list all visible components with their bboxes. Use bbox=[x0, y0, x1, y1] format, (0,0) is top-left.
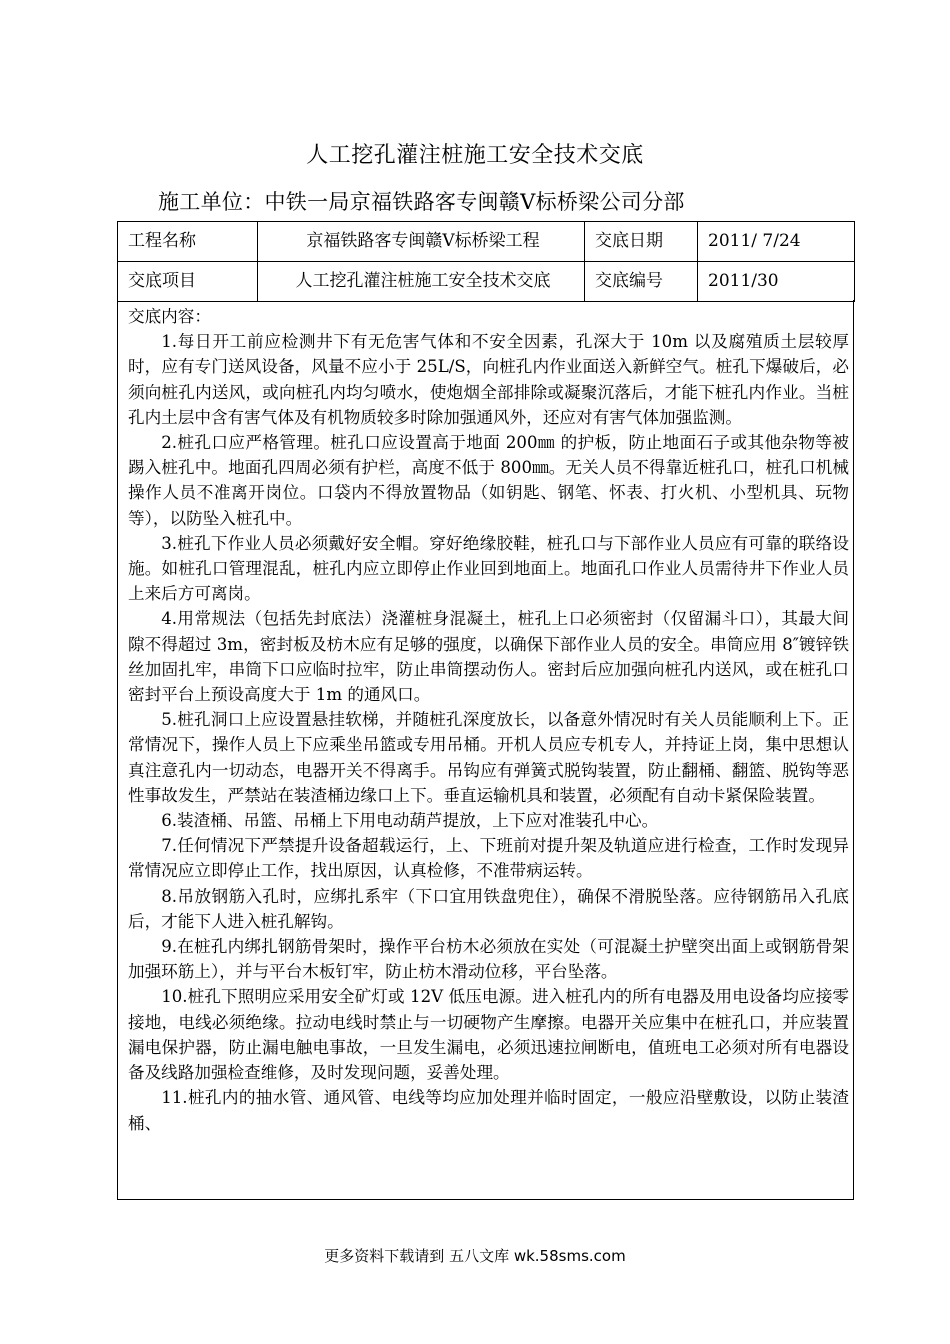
date-label: 交底日期 bbox=[585, 222, 698, 262]
info-table bbox=[117, 221, 855, 302]
content-section bbox=[117, 300, 854, 1200]
content-label: 交底内容： bbox=[128, 307, 211, 326]
item-value: 人工挖孔灌注桩施工安全技术交底 bbox=[258, 262, 585, 302]
project-name-value: 京福铁路客专闽赣Ⅴ标桥梁工程 bbox=[258, 222, 585, 262]
paragraph: 5.桩孔洞口上应设置悬挂软梯，并随桩孔深度放长，以备意外情况时有关人员能顺利上下。正常情况下，操作人员上下应乘坐吊篮或专用吊桶。开机人员应专机专人，并持证上岗，集中思想认真注意孔内一切动态，电器开关不得离手。吊钩应有弹簧式脱钩装置，防止翻桶、翻篮、脱钩等恶性事故发生，严禁站在装渣桶边缘口上下。垂直运输机具和装置，必须配有自动卡紧保险装置。 bbox=[128, 710, 849, 805]
paragraph: 7.任何情况下严禁提升设备超载运行，上、下班前对提升架及轨道应进行检查，工作时发现异常情况应立即停止工作，找出原因，认真检修，不准带病运转。 bbox=[128, 836, 849, 881]
paragraph: 4.用常规法（包括先封底法）浇灌桩身混凝土，桩孔上口必须密封（仅留漏斗口），其最大间隙不得超过 3m，密封板及枋木应有足够的强度，以确保下部作业人员的安全。串筒应用 8″镀锌铁丝加固扎牢，串筒下口应临时拉牢，防止串筒摆动伤人。密封后应加强向桩孔内送风，或在桩孔口密封平台上预设高度大于 1m 的通风口。 bbox=[128, 609, 849, 705]
paragraph: 11.桩孔内的抽水管、通风管、电线等均应加处理并临时固定，一般应沿壁敷设，以防止装渣桶、 bbox=[128, 1088, 849, 1133]
number-value: 2011/30 bbox=[698, 262, 855, 302]
document-title: 人工挖孔灌注桩施工安全技术交底 bbox=[306, 143, 644, 168]
paragraph: 3.桩孔下作业人员必须戴好安全帽。穿好绝缘胶鞋，桩孔口与下部作业人员应有可靠的联络设施。如桩孔口管理混乱，桩孔内应立即停止作业回到地面上。地面孔口作业人员需待井下作业人员上来后方可离岗。 bbox=[128, 533, 849, 604]
construction-unit: 施工单位：中铁一局京福铁路客专闽赣Ⅴ标桥梁公司分部 bbox=[158, 190, 685, 214]
paragraph: 8.吊放钢筋入孔时，应绑扎系牢（下口宜用铁盘兜住），确保不滑脱坠落。应待钢筋吊入孔底后，才能下人进入桩孔解钩。 bbox=[128, 886, 849, 931]
paragraph: 6.装渣桶、吊篮、吊桶上下用电动葫芦提放，上下应对准装孔中心。 bbox=[161, 811, 659, 831]
paragraph: 9.在桩孔内绑扎钢筋骨架时，操作平台枋木必须放在实处（可混凝土护壁突出面上或钢筋骨架加强环筋上），并与平台木板钉牢，防止枋木滑动位移，平台坠落。 bbox=[128, 937, 849, 982]
date-value: 2011/ 7/24 bbox=[698, 222, 855, 262]
item-label: 交底项目 bbox=[118, 262, 258, 302]
table-row bbox=[118, 262, 855, 302]
paragraph: 2.桩孔口应严格管理。桩孔口应设置高于地面 200㎜ 的护板，防止地面石子或其他杂物等被踢入桩孔中。地面孔四周必须有护栏，高度不低于 800㎜。无关人员不得靠近桩孔口，桩孔口机械操作人员不准离开岗位。口袋内不得放置物品（如钥匙、钢笔、怀表、打火机、小型机具、玩物等），以防坠入桩孔中。 bbox=[128, 433, 849, 528]
footer-link-text: 更多资料下载请到 五八文库 wk.58sms.com bbox=[324, 1247, 626, 1265]
number-label: 交底编号 bbox=[585, 262, 698, 302]
project-name-label: 工程名称 bbox=[118, 222, 258, 262]
paragraph: 10.桩孔下照明应采用安全矿灯或 12V 低压电源。进入桩孔内的所有电器及用电设备均应接零接地，电线必须绝缘。拉动电线时禁止与一切硬物产生摩擦。电器开关应集中在桩孔口，并应装置漏电保护器，防止漏电触电事故，一旦发生漏电，必须迅速拉闸断电，值班电工必须对所有电器设备及线路加强检查维修，及时发现问题，妥善处理。 bbox=[128, 987, 849, 1083]
table-row bbox=[118, 222, 855, 262]
paragraph: 1.每日开工前应检测井下有无危害气体和不安全因素，孔深大于 10m 以及腐殖质土层较厚时，应有专门送风设备，风量不应小于 25L/S，向桩孔内作业面送入新鲜空气。桩孔下爆破后，必须向桩孔内送风，或向桩孔内均匀喷水，使炮烟全部排除或凝聚沉落后，才能下桩孔内作业。当桩孔内土层中含有害气体及有机物质较多时除加强通风外，还应对有害气体加强监测。 bbox=[128, 332, 849, 427]
